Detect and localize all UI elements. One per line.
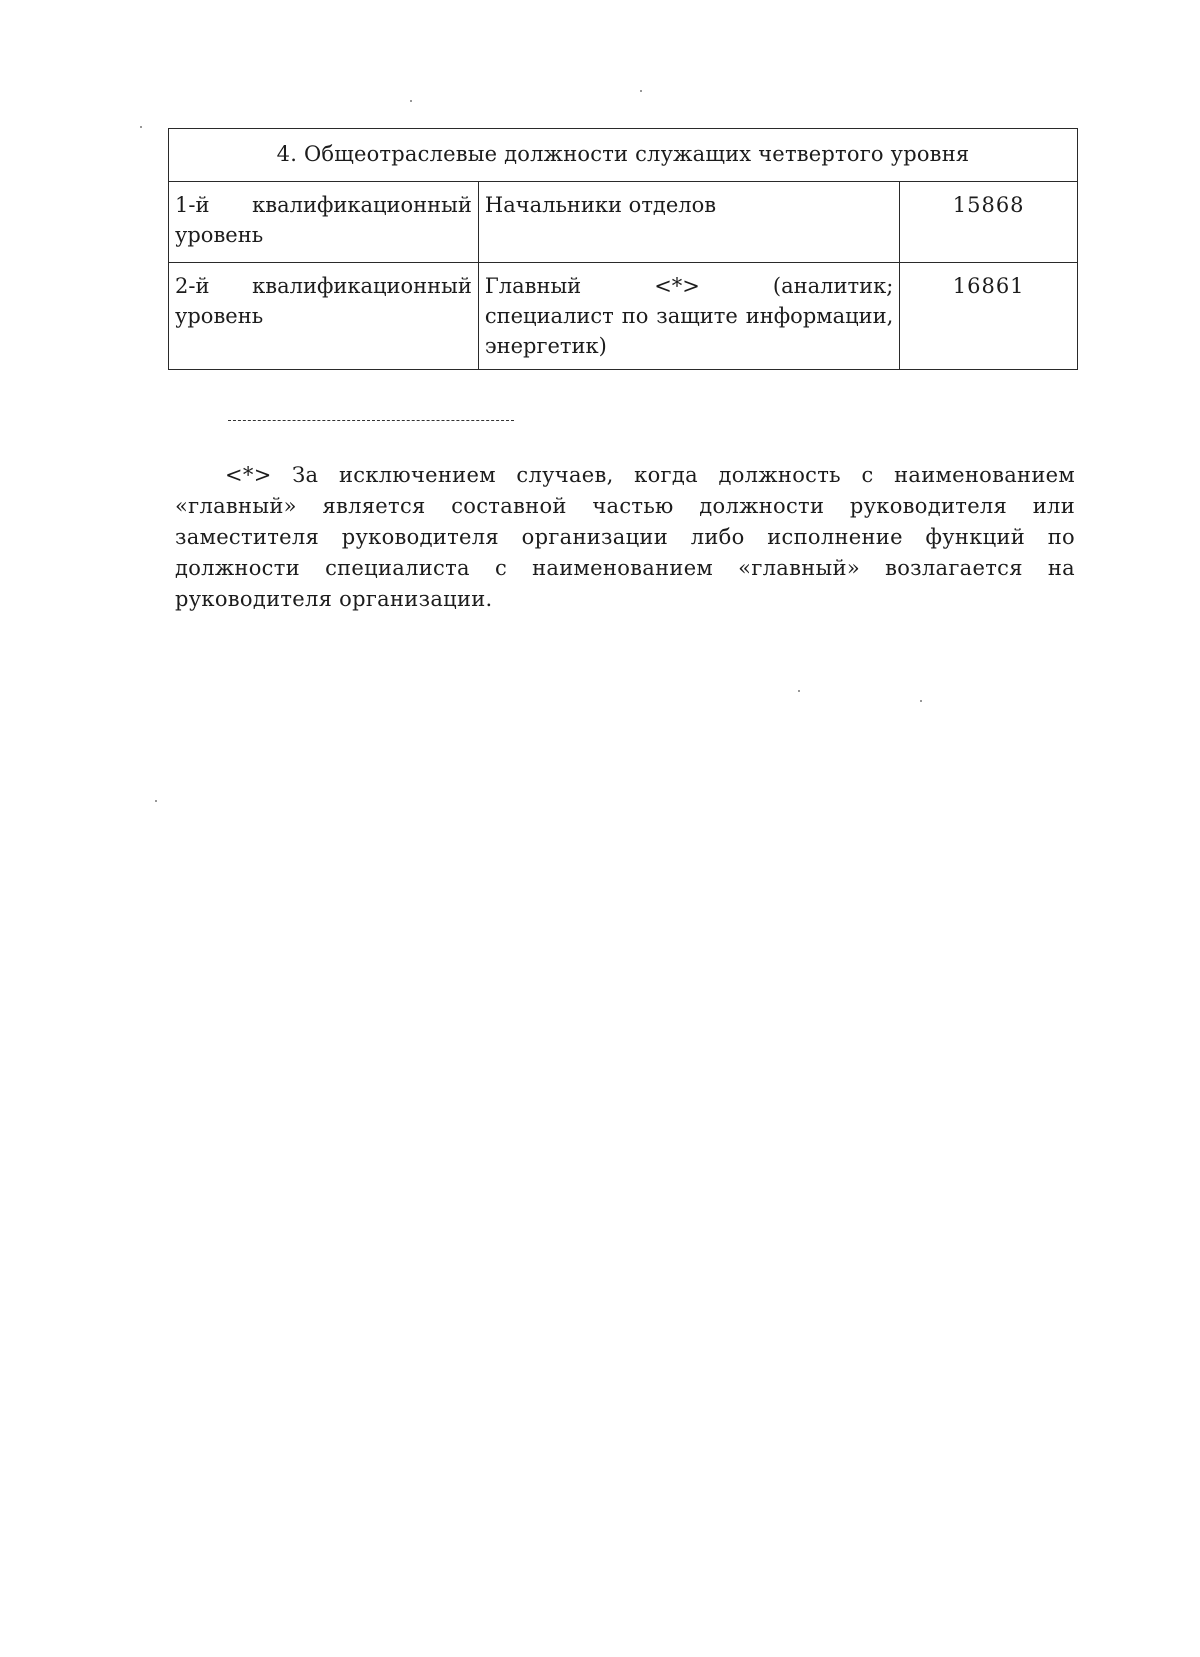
position-cell: Начальники отделов [478, 182, 899, 263]
table-row [169, 182, 1078, 263]
position-cell: Главный <*> (аналитик; специалист по защите информации, энергетик) [478, 263, 899, 370]
table-row [169, 263, 1078, 370]
scan-speck [155, 800, 157, 802]
scan-speck [640, 90, 642, 92]
scan-speck [920, 700, 922, 702]
salary-cell: 15868 [900, 182, 1078, 263]
footnote-text: <*> За исключением случаев, когда должность с наименованием «главный» является составной частью должности руководителя или заместителя руководителя организации либо исполнение функций по должности специалиста с наименованием «главный» возлагается на руководителя организации. [175, 463, 1075, 611]
qualification-level-cell: 1-й квалификационный уровень [169, 182, 479, 263]
qualification-level-cell: 2-й квалификационный уровень [169, 263, 479, 370]
scan-speck [798, 690, 800, 692]
salary-table [168, 128, 1078, 370]
group-header-cell: 4. Общеотраслевые должности служащих четвертого уровня [169, 129, 1078, 182]
scan-speck [410, 100, 412, 102]
scan-speck [140, 126, 142, 128]
group-header-row [169, 129, 1078, 182]
salary-cell: 16861 [900, 263, 1078, 370]
footnote-separator [228, 420, 514, 421]
